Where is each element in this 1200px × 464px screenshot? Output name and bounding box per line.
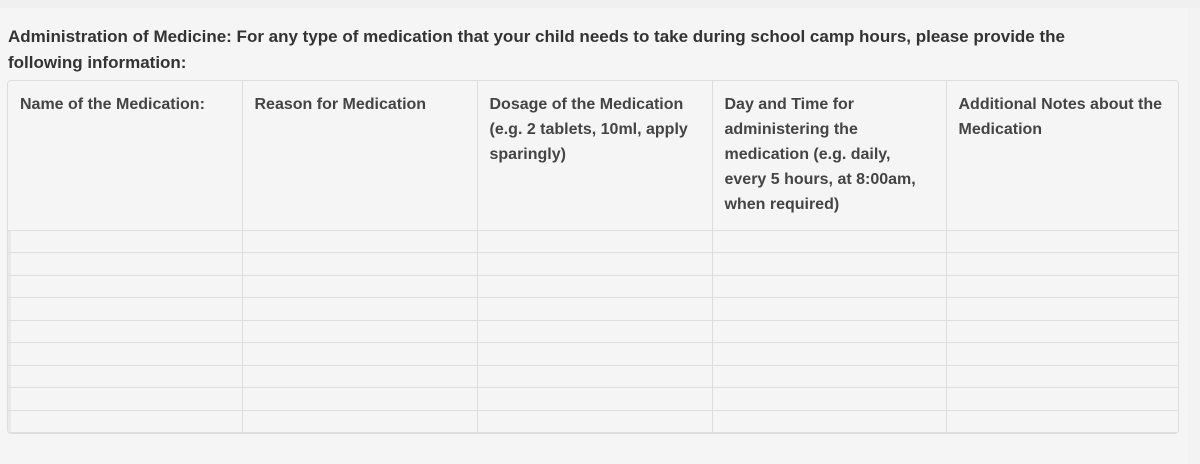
reason-input[interactable] <box>243 231 477 253</box>
dosage-input[interactable] <box>478 411 712 433</box>
additional-notes-input[interactable] <box>947 411 1179 433</box>
top-bar <box>0 0 1200 8</box>
table-cell <box>8 298 242 321</box>
table-cell <box>946 275 1178 298</box>
table-cell <box>712 343 946 366</box>
table-cell <box>712 320 946 343</box>
table-row <box>8 230 1178 253</box>
table-cell <box>8 365 242 388</box>
medication-name-input[interactable] <box>8 366 242 388</box>
reason-input[interactable] <box>243 321 477 343</box>
table-cell <box>946 253 1178 276</box>
table-cell <box>946 343 1178 366</box>
table-cell <box>946 230 1178 253</box>
table-cell <box>477 320 712 343</box>
table-cell <box>712 298 946 321</box>
day-time-input[interactable] <box>713 321 946 343</box>
medication-name-input[interactable] <box>8 253 242 275</box>
reason-input[interactable] <box>243 411 477 433</box>
table-row <box>8 320 1178 343</box>
table-cell <box>242 275 477 298</box>
dosage-input[interactable] <box>478 276 712 298</box>
table-header-row <box>8 81 1178 230</box>
day-time-input[interactable] <box>713 253 946 275</box>
medication-name-input[interactable] <box>8 321 242 343</box>
table-cell <box>477 410 712 433</box>
medication-table <box>7 80 1179 434</box>
reason-input[interactable] <box>243 298 477 320</box>
table-cell <box>477 275 712 298</box>
table-row <box>8 388 1178 411</box>
table-cell <box>8 275 242 298</box>
table-cell <box>477 298 712 321</box>
table-cell <box>946 320 1178 343</box>
medication-name-input[interactable] <box>8 298 242 320</box>
column-header-medication-name: Name of the Medication: <box>8 81 242 230</box>
dosage-input[interactable] <box>478 388 712 410</box>
table-cell <box>242 388 477 411</box>
medication-name-input[interactable] <box>8 388 242 410</box>
table-row <box>8 365 1178 388</box>
medication-name-input[interactable] <box>8 343 242 365</box>
reason-input[interactable] <box>243 366 477 388</box>
table-cell <box>712 388 946 411</box>
table-cell <box>712 253 946 276</box>
column-header-day-time: Day and Time for administering the medication (e.g. daily, every 5 hours, at 8:00am, when required) <box>712 81 946 230</box>
day-time-input[interactable] <box>713 388 946 410</box>
day-time-input[interactable] <box>713 366 946 388</box>
day-time-input[interactable] <box>713 411 946 433</box>
table-cell <box>712 410 946 433</box>
table-cell <box>477 230 712 253</box>
day-time-input[interactable] <box>713 276 946 298</box>
dosage-input[interactable] <box>478 298 712 320</box>
table-cell <box>712 230 946 253</box>
dosage-input[interactable] <box>478 321 712 343</box>
table-row <box>8 410 1178 433</box>
table-cell <box>242 230 477 253</box>
table-cell <box>946 365 1178 388</box>
reason-input[interactable] <box>243 343 477 365</box>
table-row <box>8 253 1178 276</box>
question-label: Administration of Medicine: For any type of medication that your child needs to take during school camp hours, please provide the following information: <box>8 27 1065 72</box>
additional-notes-input[interactable] <box>947 253 1179 275</box>
reason-input[interactable] <box>243 388 477 410</box>
table-cell <box>8 388 242 411</box>
medication-name-input[interactable] <box>8 411 242 433</box>
table-cell <box>712 365 946 388</box>
table-body <box>8 230 1178 433</box>
table-cell <box>477 388 712 411</box>
table-row <box>8 275 1178 298</box>
dosage-input[interactable] <box>478 343 712 365</box>
table-cell <box>242 410 477 433</box>
dosage-input[interactable] <box>478 253 712 275</box>
column-header-dosage: Dosage of the Medication (e.g. 2 tablets, 10ml, apply sparingly) <box>477 81 712 230</box>
table-cell <box>946 388 1178 411</box>
additional-notes-input[interactable] <box>947 276 1179 298</box>
table-cell <box>477 343 712 366</box>
form-panel <box>0 8 1188 464</box>
table-cell <box>477 253 712 276</box>
table-cell <box>242 365 477 388</box>
table-row <box>8 343 1178 366</box>
table-cell <box>242 253 477 276</box>
table-cell <box>946 410 1178 433</box>
additional-notes-input[interactable] <box>947 231 1179 253</box>
day-time-input[interactable] <box>713 343 946 365</box>
table-cell <box>8 343 242 366</box>
reason-input[interactable] <box>243 253 477 275</box>
reason-input[interactable] <box>243 276 477 298</box>
additional-notes-input[interactable] <box>947 388 1179 410</box>
table-cell <box>477 365 712 388</box>
table-row <box>8 298 1178 321</box>
additional-notes-input[interactable] <box>947 298 1179 320</box>
dosage-input[interactable] <box>478 366 712 388</box>
day-time-input[interactable] <box>713 231 946 253</box>
table-cell <box>242 320 477 343</box>
table-cell <box>946 298 1178 321</box>
column-header-reason: Reason for Medication <box>242 81 477 230</box>
day-time-input[interactable] <box>713 298 946 320</box>
medication-grid <box>8 81 1178 433</box>
table-cell <box>8 253 242 276</box>
additional-notes-input[interactable] <box>947 366 1179 388</box>
medication-name-input[interactable] <box>8 276 242 298</box>
table-cell <box>8 410 242 433</box>
column-header-additional-notes: Additional Notes about the Medication <box>946 81 1178 230</box>
additional-notes-input[interactable] <box>947 343 1179 365</box>
medication-name-input[interactable] <box>8 231 242 253</box>
table-cell <box>712 275 946 298</box>
table-cell <box>242 343 477 366</box>
table-cell <box>242 298 477 321</box>
dosage-input[interactable] <box>478 231 712 253</box>
additional-notes-input[interactable] <box>947 321 1179 343</box>
table-cell <box>8 320 242 343</box>
table-cell <box>8 230 242 253</box>
